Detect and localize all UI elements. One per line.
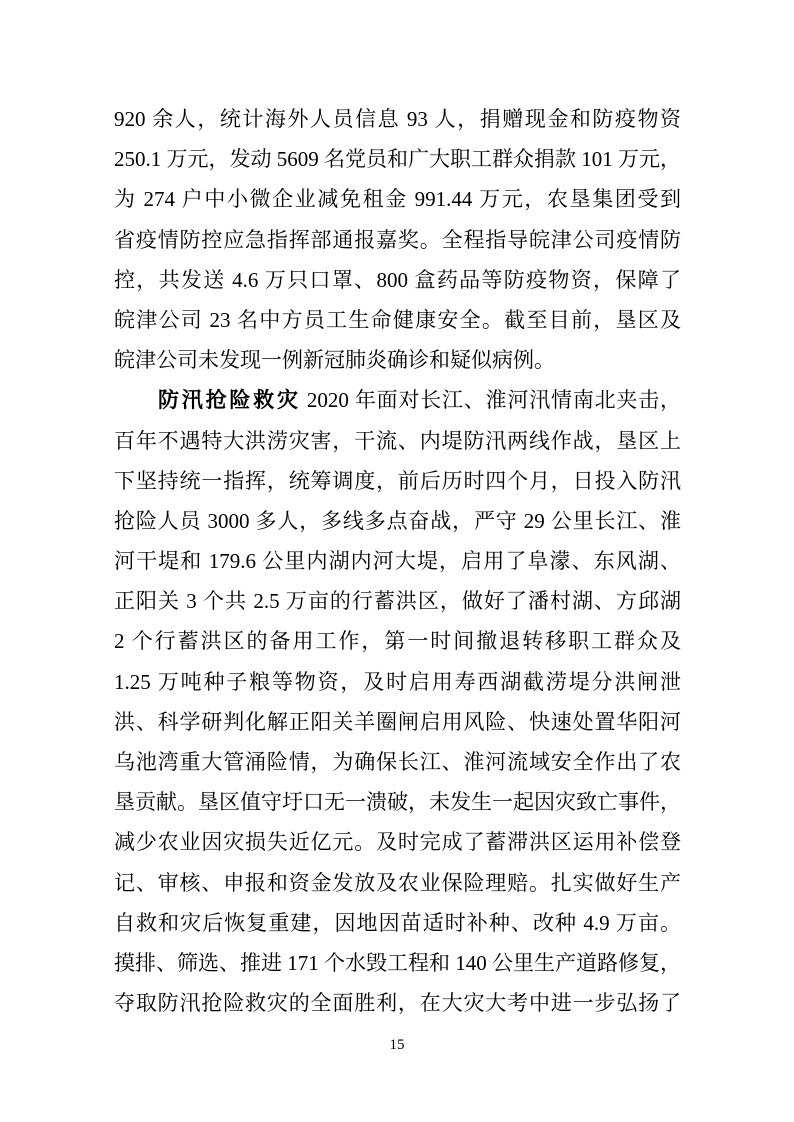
page-number: 15 [389,1037,405,1053]
text-line: 下坚持统一指挥，统筹调度，前后历时四个月，日投入防汛 [114,468,681,493]
text-line: 记、审核、申报和资金发放及农业保险理赔。扎实做好生产 [114,870,681,895]
text-line: 减少农业因灾损失近亿元。及时完成了蓄滞洪区运用补偿登 [114,830,681,855]
text-line: 自救和灾后恢复重建，因地因苗适时补种、改种 4.9 万亩。 [114,910,681,935]
text-line: 防汛抢险救灾 2020 年面对长江、淮河汛情南北夹击， [158,388,682,413]
text-line: 百年不遇特大洪涝灾害，干流、内堤防汛两线作战，垦区上 [114,428,681,453]
section-heading: 防汛抢险救灾 [158,388,301,413]
text-line: 乌池湾重大管涌险情，为确保长江、淮河流域安全作出了农 [114,750,681,774]
text-line: 摸排、筛选、推进 171 个水毁工程和 140 公里生产道路修复， [114,950,681,975]
text-line: 河干堤和 179.6 公里内湖内河大堤，启用了阜濛、东风湖、 [114,549,681,574]
text-line: 正阳关 3 个共 2.5 万亩的行蓄洪区，做好了潘村湖、方邱湖 [114,589,681,614]
text-line: 920 余人，统计海外人员信息 93 人，捐赠现金和防疫物资 [114,107,681,131]
document-body [114,99,681,1023]
text-line: 皖津公司 23 名中方员工生命健康安全。截至目前，垦区及 [114,307,681,332]
text-line: 抢险人员 3000 多人，多线多点奋战，严守 29 公里长江、淮 [114,508,681,533]
text-line: 2 个行蓄洪区的备用工作，第一时间撤退转移职工群众及 [114,629,681,654]
text-line: 皖津公司未发现一例新冠肺炎确诊和疑似病例。 [114,348,555,373]
text-line: 控，共发送 4.6 万只口罩、800 盒药品等防疫物资，保障了 [114,267,681,292]
text-line: 夺取防汛抢险救灾的全面胜利，在大灾大考中进一步弘扬了 [114,991,681,1016]
text-line: 为 274 户中小微企业减免租金 991.44 万元，农垦集团受到 [114,187,681,212]
text-line: 省疫情防控应急指挥部通报嘉奖。全程指导皖津公司疫情防 [114,227,681,252]
text-line: 250.1 万元，发动 5609 名党员和广大职工群众捐款 101 万元， [114,147,681,172]
text-line: 1.25 万吨种子粮等物资，及时启用寿西湖截涝堤分洪闸泄 [114,669,681,694]
text-line: 洪、科学研判化解正阳关羊圈闸启用风险、快速处置华阳河 [114,709,681,734]
text-line: 垦贡献。垦区值守圩口无一溃破，未发生一起因灾致亡事件， [114,790,681,815]
